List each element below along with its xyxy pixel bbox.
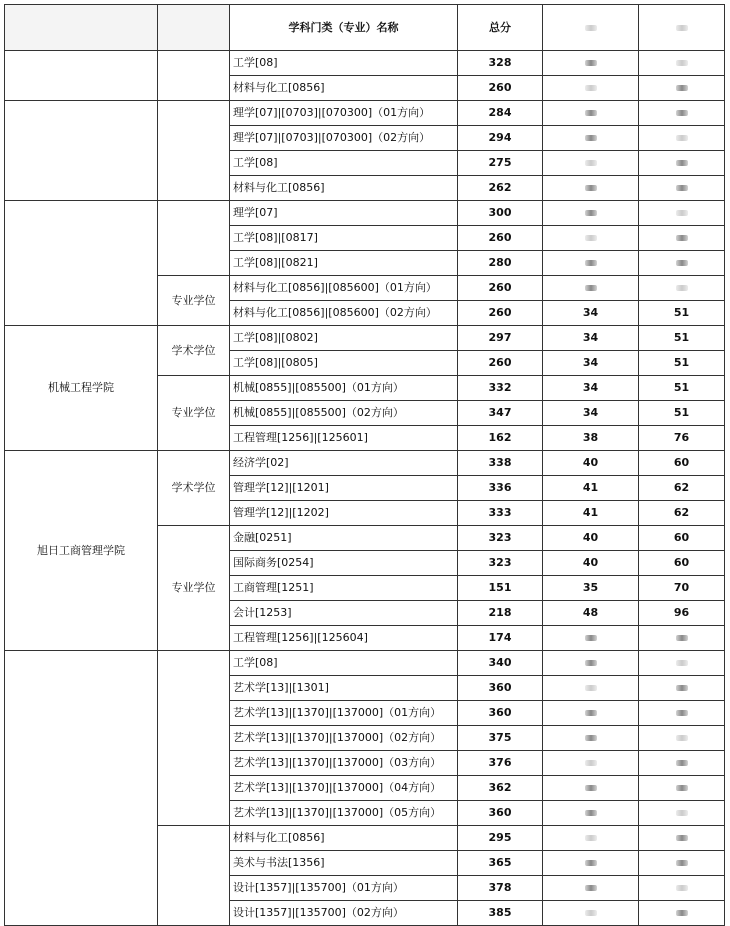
single-a-cell: 41 xyxy=(543,476,639,501)
college-cell xyxy=(5,101,158,201)
single-b-cell xyxy=(639,101,725,126)
single-a-cell xyxy=(543,151,639,176)
total-cell: 340 xyxy=(458,651,543,676)
blur-mark xyxy=(676,60,688,66)
single-a-cell: 34 xyxy=(543,351,639,376)
total-cell: 360 xyxy=(458,676,543,701)
single-b-cell: 96 xyxy=(639,601,725,626)
total-cell: 347 xyxy=(458,401,543,426)
blur-mark xyxy=(676,160,688,166)
major-cell: 设计[1357]|[135700]（01方向） xyxy=(230,876,458,901)
table-row xyxy=(5,101,725,126)
table-row xyxy=(5,201,725,226)
header-single-b xyxy=(639,5,725,51)
major-cell: 材料与化工[0856]|[085600]（01方向） xyxy=(230,276,458,301)
single-a-cell xyxy=(543,826,639,851)
college-cell: 机械工程学院 xyxy=(5,326,158,451)
total-cell: 260 xyxy=(458,276,543,301)
blur-mark xyxy=(676,885,688,891)
major-cell: 机械[0855]|[085500]（01方向） xyxy=(230,376,458,401)
single-b-cell: 60 xyxy=(639,451,725,476)
single-b-cell xyxy=(639,176,725,201)
single-b-cell: 60 xyxy=(639,551,725,576)
single-a-cell: 41 xyxy=(543,501,639,526)
degree-type-cell: 专业学位 xyxy=(158,376,230,451)
major-cell: 工学[08]|[0821] xyxy=(230,251,458,276)
total-cell: 376 xyxy=(458,751,543,776)
single-a-cell xyxy=(543,751,639,776)
blur-mark xyxy=(585,810,597,816)
total-cell: 260 xyxy=(458,351,543,376)
blur-mark xyxy=(676,710,688,716)
total-cell: 260 xyxy=(458,301,543,326)
single-b-cell xyxy=(639,701,725,726)
degree-type-cell xyxy=(158,101,230,201)
blur-mark xyxy=(676,835,688,841)
single-a-cell xyxy=(543,876,639,901)
single-b-cell xyxy=(639,651,725,676)
table-row xyxy=(5,326,725,351)
single-a-cell: 40 xyxy=(543,526,639,551)
blur-mark xyxy=(676,210,688,216)
blur-mark xyxy=(585,660,597,666)
major-cell: 经济学[02] xyxy=(230,451,458,476)
single-a-cell xyxy=(543,726,639,751)
single-b-cell xyxy=(639,751,725,776)
single-b-cell xyxy=(639,151,725,176)
single-b-cell xyxy=(639,276,725,301)
major-cell: 国际商务[0254] xyxy=(230,551,458,576)
degree-type-cell xyxy=(158,201,230,276)
blur-mark xyxy=(585,160,597,166)
degree-type-cell xyxy=(158,51,230,101)
major-cell: 材料与化工[0856] xyxy=(230,76,458,101)
single-a-cell xyxy=(543,226,639,251)
total-cell: 151 xyxy=(458,576,543,601)
total-cell: 378 xyxy=(458,876,543,901)
major-cell: 工学[08] xyxy=(230,651,458,676)
degree-type-cell: 学术学位 xyxy=(158,451,230,526)
major-cell: 工程管理[1256]|[125601] xyxy=(230,426,458,451)
single-b-cell: 51 xyxy=(639,326,725,351)
table-row xyxy=(5,651,725,676)
single-b-cell xyxy=(639,251,725,276)
total-cell: 360 xyxy=(458,701,543,726)
single-b-cell xyxy=(639,851,725,876)
total-cell: 295 xyxy=(458,826,543,851)
single-b-cell xyxy=(639,51,725,76)
major-cell: 理学[07]|[0703]|[070300]（02方向） xyxy=(230,126,458,151)
major-cell: 工学[08] xyxy=(230,51,458,76)
single-b-cell xyxy=(639,226,725,251)
blur-mark xyxy=(585,685,597,691)
degree-type-cell xyxy=(158,826,230,926)
table-row xyxy=(5,451,725,476)
major-cell: 会计[1253] xyxy=(230,601,458,626)
total-cell: 323 xyxy=(458,551,543,576)
single-b-cell: 51 xyxy=(639,376,725,401)
total-cell: 385 xyxy=(458,901,543,926)
single-a-cell xyxy=(543,251,639,276)
blur-mark xyxy=(585,910,597,916)
blur-mark xyxy=(676,660,688,666)
blur-mark xyxy=(585,285,597,291)
major-cell: 艺术学[13]|[1301] xyxy=(230,676,458,701)
single-b-cell xyxy=(639,676,725,701)
major-cell: 艺术学[13]|[1370]|[137000]（03方向） xyxy=(230,751,458,776)
total-cell: 162 xyxy=(458,426,543,451)
single-a-cell xyxy=(543,626,639,651)
header-degree-type xyxy=(158,5,230,51)
total-cell: 262 xyxy=(458,176,543,201)
total-cell: 260 xyxy=(458,226,543,251)
single-a-cell xyxy=(543,76,639,101)
single-a-cell xyxy=(543,851,639,876)
blur-mark xyxy=(676,135,688,141)
blur-mark xyxy=(676,910,688,916)
single-b-cell: 51 xyxy=(639,301,725,326)
blur-mark xyxy=(585,60,597,66)
blur-mark xyxy=(676,110,688,116)
header-total: 总分 xyxy=(458,5,543,51)
major-cell: 艺术学[13]|[1370]|[137000]（02方向） xyxy=(230,726,458,751)
blur-mark xyxy=(585,835,597,841)
blur-mark xyxy=(585,210,597,216)
major-cell: 材料与化工[0856] xyxy=(230,826,458,851)
total-cell: 280 xyxy=(458,251,543,276)
major-cell: 工商管理[1251] xyxy=(230,576,458,601)
total-cell: 333 xyxy=(458,501,543,526)
total-cell: 260 xyxy=(458,76,543,101)
single-a-cell xyxy=(543,801,639,826)
blur-mark xyxy=(676,810,688,816)
header-row xyxy=(5,5,725,51)
college-cell: 旭日工商管理学院 xyxy=(5,451,158,651)
blur-mark xyxy=(676,85,688,91)
single-b-cell xyxy=(639,126,725,151)
blur-mark xyxy=(585,110,597,116)
major-cell: 艺术学[13]|[1370]|[137000]（05方向） xyxy=(230,801,458,826)
major-cell: 工学[08] xyxy=(230,151,458,176)
degree-type-cell: 专业学位 xyxy=(158,526,230,651)
total-cell: 297 xyxy=(458,326,543,351)
single-a-cell xyxy=(543,701,639,726)
single-b-cell xyxy=(639,76,725,101)
major-cell: 工学[08]|[0805] xyxy=(230,351,458,376)
total-cell: 332 xyxy=(458,376,543,401)
total-cell: 174 xyxy=(458,626,543,651)
major-cell: 机械[0855]|[085500]（02方向） xyxy=(230,401,458,426)
single-a-cell: 35 xyxy=(543,576,639,601)
major-cell: 工学[08]|[0802] xyxy=(230,326,458,351)
major-cell: 工程管理[1256]|[125604] xyxy=(230,626,458,651)
total-cell: 338 xyxy=(458,451,543,476)
blur-mark xyxy=(585,85,597,91)
total-cell: 323 xyxy=(458,526,543,551)
degree-type-cell: 专业学位 xyxy=(158,276,230,326)
blur-mark xyxy=(585,235,597,241)
total-cell: 218 xyxy=(458,601,543,626)
header-college xyxy=(5,5,158,51)
major-cell: 艺术学[13]|[1370]|[137000]（04方向） xyxy=(230,776,458,801)
major-cell: 设计[1357]|[135700]（02方向） xyxy=(230,901,458,926)
total-cell: 362 xyxy=(458,776,543,801)
major-cell: 理学[07]|[0703]|[070300]（01方向） xyxy=(230,101,458,126)
single-b-cell xyxy=(639,876,725,901)
blur-mark xyxy=(585,735,597,741)
single-a-cell: 48 xyxy=(543,601,639,626)
major-cell: 管理学[12]|[1202] xyxy=(230,501,458,526)
single-b-cell: 51 xyxy=(639,401,725,426)
single-a-cell xyxy=(543,776,639,801)
single-a-cell xyxy=(543,901,639,926)
table-row xyxy=(5,51,725,76)
single-a-cell: 34 xyxy=(543,376,639,401)
single-b-cell: 76 xyxy=(639,426,725,451)
degree-type-cell: 学术学位 xyxy=(158,326,230,376)
total-cell: 284 xyxy=(458,101,543,126)
blur-mark xyxy=(676,860,688,866)
single-a-cell xyxy=(543,176,639,201)
single-b-cell xyxy=(639,626,725,651)
blur-mark xyxy=(585,185,597,191)
single-b-cell xyxy=(639,901,725,926)
blur-mark xyxy=(585,710,597,716)
major-cell: 工学[08]|[0817] xyxy=(230,226,458,251)
blur-mark xyxy=(676,635,688,641)
header-major: 学科门类（专业）名称 xyxy=(230,5,458,51)
college-cell xyxy=(5,51,158,101)
score-table xyxy=(4,4,725,926)
total-cell: 360 xyxy=(458,801,543,826)
blur-mark xyxy=(585,785,597,791)
blur-mark xyxy=(676,260,688,266)
single-b-cell xyxy=(639,826,725,851)
single-a-cell xyxy=(543,51,639,76)
single-a-cell xyxy=(543,276,639,301)
major-cell: 材料与化工[0856]|[085600]（02方向） xyxy=(230,301,458,326)
total-cell: 365 xyxy=(458,851,543,876)
total-cell: 336 xyxy=(458,476,543,501)
college-cell xyxy=(5,651,158,926)
single-a-cell xyxy=(543,201,639,226)
single-b-cell: 62 xyxy=(639,476,725,501)
college-cell xyxy=(5,201,158,326)
total-cell: 375 xyxy=(458,726,543,751)
single-a-cell: 34 xyxy=(543,326,639,351)
blur-mark xyxy=(585,635,597,641)
blur-mark xyxy=(585,885,597,891)
single-a-cell xyxy=(543,676,639,701)
blur-mark xyxy=(585,860,597,866)
blur-mark xyxy=(676,25,688,31)
blur-mark xyxy=(676,285,688,291)
total-cell: 300 xyxy=(458,201,543,226)
major-cell: 艺术学[13]|[1370]|[137000]（01方向） xyxy=(230,701,458,726)
single-a-cell: 40 xyxy=(543,451,639,476)
single-a-cell xyxy=(543,651,639,676)
header-single-a xyxy=(543,5,639,51)
blur-mark xyxy=(676,685,688,691)
single-a-cell: 34 xyxy=(543,401,639,426)
single-b-cell xyxy=(639,726,725,751)
total-cell: 275 xyxy=(458,151,543,176)
major-cell: 美术与书法[1356] xyxy=(230,851,458,876)
blur-mark xyxy=(676,235,688,241)
major-cell: 理学[07] xyxy=(230,201,458,226)
major-cell: 金融[0251] xyxy=(230,526,458,551)
total-cell: 294 xyxy=(458,126,543,151)
blur-mark xyxy=(676,735,688,741)
blur-mark xyxy=(676,785,688,791)
single-b-cell: 51 xyxy=(639,351,725,376)
blur-mark xyxy=(585,25,597,31)
blur-mark xyxy=(676,185,688,191)
single-b-cell xyxy=(639,801,725,826)
single-a-cell: 40 xyxy=(543,551,639,576)
major-cell: 管理学[12]|[1201] xyxy=(230,476,458,501)
total-cell: 328 xyxy=(458,51,543,76)
blur-mark xyxy=(585,760,597,766)
single-a-cell: 38 xyxy=(543,426,639,451)
single-b-cell xyxy=(639,776,725,801)
degree-type-cell xyxy=(158,651,230,826)
single-a-cell xyxy=(543,101,639,126)
blur-mark xyxy=(676,760,688,766)
single-a-cell xyxy=(543,126,639,151)
single-a-cell: 34 xyxy=(543,301,639,326)
single-b-cell: 70 xyxy=(639,576,725,601)
single-b-cell xyxy=(639,201,725,226)
single-b-cell: 62 xyxy=(639,501,725,526)
blur-mark xyxy=(585,135,597,141)
blur-mark xyxy=(585,260,597,266)
major-cell: 材料与化工[0856] xyxy=(230,176,458,201)
single-b-cell: 60 xyxy=(639,526,725,551)
